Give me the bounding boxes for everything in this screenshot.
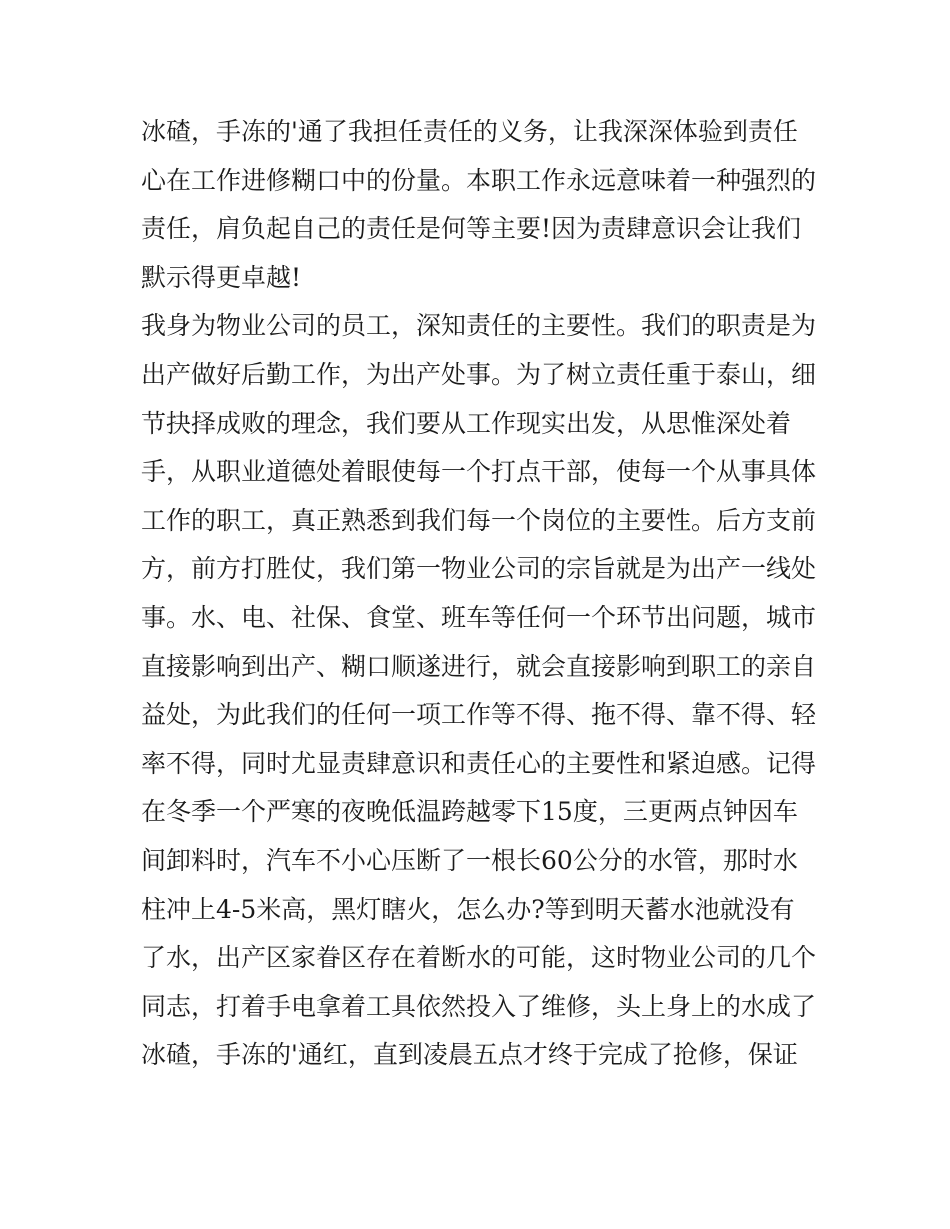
text-line-5: 我身为物业公司的员工，深知责任的主要性。我们的职责是为 <box>141 311 817 341</box>
text-line-18: 了水，出产区家眷区存在着断水的可能，这时物业公司的几个 <box>141 943 817 973</box>
text-line-9: 工作的职工，真正熟悉到我们每一个岗位的主要性。后方支前 <box>141 505 817 535</box>
text-line-6: 出产做好后勤工作，为出产处事。为了树立责任重于泰山，细 <box>141 359 817 389</box>
body-text <box>141 108 821 1080</box>
text-line-12: 直接影响到出产、糊口顺遂进行，就会直接影响到职工的亲自 <box>141 651 817 681</box>
text-line-11: 事。水、电、社保、食堂、班车等任何一个环节出问题，城市 <box>141 602 817 632</box>
text-line-17: 柱冲上4-5米高，黑灯瞎火，怎么办?等到明天蓄水池就没有 <box>141 894 795 924</box>
text-line-19: 同志，打着手电拿着工具依然投入了维修，头上身上的水成了 <box>141 991 817 1021</box>
text-line-15: 在冬季一个严寒的夜晚低温跨越零下15度，三更两点钟因车 <box>141 797 798 827</box>
text-line-8: 手，从职业道德处着眼使每一个打点干部，使每一个从事具体 <box>141 457 817 487</box>
text-line-7: 节抉择成败的理念，我们要从工作现实出发，从思惟深处着 <box>141 408 792 438</box>
text-line-20: 冰碴，手冻的'通红，直到凌晨五点才终于完成了抢修，保证 <box>141 1040 798 1070</box>
text-line-16: 间卸料时，汽车不小心压断了一根长60公分的水管，那时水 <box>141 845 798 875</box>
text-line-13: 益处，为此我们的任何一项工作等不得、拖不得、靠不得、轻 <box>141 700 817 730</box>
text-line-14: 率不得，同时尤显责肆意识和责任心的主要性和紧迫感。记得 <box>141 748 817 778</box>
text-line-3: 责任，肩负起自己的责任是何等主要!因为责肆意识会让我们 <box>141 214 802 244</box>
text-line-10: 方，前方打胜仗，我们第一物业公司的宗旨就是为出产一线处 <box>141 554 817 584</box>
text-line-4: 默示得更卓越! <box>141 262 302 292</box>
text-line-1: 冰碴，手冻的'通了我担任责任的义务，让我深深体验到责任 <box>141 117 798 146</box>
text-line-2: 心在工作进修糊口中的份量。本职工作永远意味着一种强烈的 <box>141 165 817 195</box>
